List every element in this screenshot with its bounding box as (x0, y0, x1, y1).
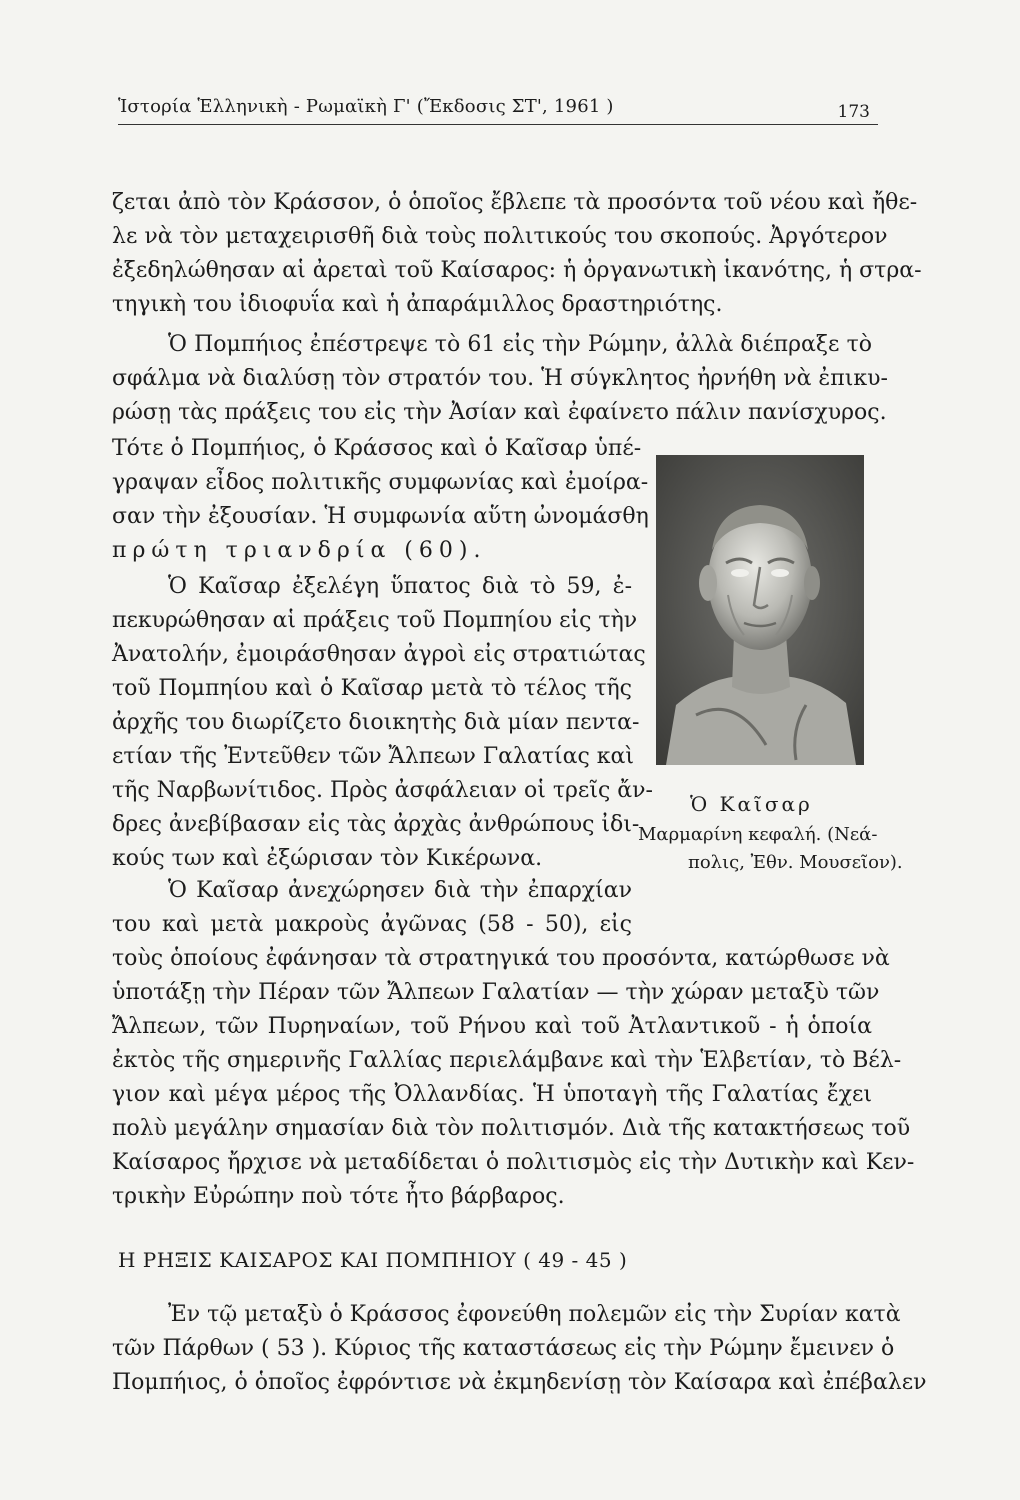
text-line: γραψαν εἶδος πολιτικῆς συμφωνίας καὶ ἐμοίρα- (112, 470, 649, 495)
text-line: σφάλμα νὰ διαλύσῃ τὸν στρατόν του. Ἡ σύγκλητος ἠρνήθη νὰ ἐπικυ- (112, 366, 888, 391)
text-line: του καὶ μετὰ μακροὺς ἀγῶνας (58 - 50), εἰς (112, 912, 632, 937)
text-line: Ἄλπεων, τῶν Πυρηναίων, τοῦ Ρήνου καὶ τοῦ Ἀτλαντικοῦ - ἡ ὁποία (112, 1014, 872, 1039)
header-title: Ἱστορία Ἑλληνικὴ - Ρωμαϊκὴ Γ' (Ἔκδοσις ΣΤ', 1961 ) (118, 96, 614, 117)
text-line: Τότε ὁ Πομπήιος, ὁ Κράσσος καὶ ὁ Καῖσαρ ὑπέ- (112, 436, 642, 461)
figure-caption-title: Ὁ Καῖσαρ (690, 792, 813, 816)
bust-illustration (656, 455, 864, 765)
text-line: γιον καὶ μέγα μέρος τῆς Ὀλλανδίας. Ἡ ὑποταγὴ τῆς Γαλατίας ἔχει (112, 1082, 872, 1107)
text-line: τηγικὴ του ἰδιοφυΐα καὶ ἡ ἀπαράμιλλος δραστηριότης. (112, 292, 723, 317)
text-line: Καίσαρος ἤρχισε νὰ μεταδίδεται ὁ πολιτισμὸς εἰς τὴν Δυτικὴν καὶ Κεν- (112, 1150, 915, 1175)
caesar-portrait-image (656, 455, 864, 765)
text-line: τῆς Ναρβωνίτιδος. Πρὸς ἀσφάλειαν οἱ τρεῖς ἄν- (112, 778, 653, 803)
text-line: σαν τὴν ἐξουσίαν. Ἡ συμφωνία αὕτη ὠνομάσθη (112, 504, 649, 529)
text-line: Ὁ Καῖσαρ ἀνεχώρησεν διὰ τὴν ἐπαρχίαν (168, 878, 632, 903)
text-line: δρες ἀνεβίβασαν εἰς τὰς ἀρχὰς ἀνθρώπους ἰδι- (112, 812, 640, 837)
section-heading: Η ΡΗΞΙΣ ΚΑΙΣΑΡΟΣ ΚΑΙ ΠΟΜΠΗΙΟΥ ( 49 - 45 ) (118, 1248, 628, 1272)
figure-caption-line: πολις, Ἐθν. Μουσεῖον). (688, 852, 903, 873)
page-number: 173 (837, 102, 870, 122)
text-line: ἐξεδηλώθησαν αἱ ἀρεταὶ τοῦ Καίσαρος: ἡ ὀργανωτικὴ ἱκανότης, ἡ στρα- (112, 258, 922, 283)
figure-caption-line: Μαρμαρίνη κεφαλή. (Νεά- (638, 824, 878, 845)
text-line: ὑποτάξῃ τὴν Πέραν τῶν Ἄλπεων Γαλατίαν — τὴν χώραν μεταξὺ τῶν (112, 980, 880, 1005)
text-line: ἐκτὸς τῆς σημερινῆς Γαλλίας περιελάμβανε καὶ τὴν Ἑλβετίαν, τὸ Βέλ- (112, 1048, 902, 1073)
text-line: τῶν Πάρθων ( 53 ). Κύριος τῆς καταστάσεως εἰς τὴν Ρώμην ἔμεινεν ὁ (112, 1336, 895, 1361)
text-line: πολὺ μεγάλην σημασίαν διὰ τὸν πολιτισμόν. Διὰ τῆς κατακτήσεως τοῦ (112, 1116, 911, 1141)
text-line: ρώσῃ τὰς πράξεις του εἰς τὴν Ἀσίαν καὶ ἐφαίνετο πάλιν πανίσχυρος. (112, 400, 887, 425)
text-line: πεκυρώθησαν αἱ πράξεις τοῦ Πομπηίου εἰς τὴν (112, 608, 638, 633)
text-line: Ἀνατολήν, ἐμοιράσθησαν ἀγροὶ εἰς στρατιώτας (112, 642, 646, 667)
text-line: ετίαν τῆς Ἐντεῦθεν τῶν Ἄλπεων Γαλατίας καὶ (112, 744, 635, 769)
text-line: Πομπήιος, ὁ ὁποῖος ἐφρόντισε νὰ ἐκμηδενίσῃ τὸν Καίσαρα καὶ ἐπέβαλεν (112, 1370, 927, 1395)
text-line: ἀρχῆς του διωρίζετο διοικητὴς διὰ μίαν πεντα- (112, 710, 640, 735)
text-line: Ὁ Πομπήιος ἐπέστρεψε τὸ 61 εἰς τὴν Ρώμην, ἀλλὰ διέπραξε τὸ (168, 332, 872, 357)
text-line: κούς των καὶ ἐξώρισαν τὸν Κικέρωνα. (112, 846, 543, 871)
text-line: πρώτη τριανδρία (60). (112, 538, 487, 563)
text-line: τοῦ Πομπηίου καὶ ὁ Καῖσαρ μετὰ τὸ τέλος τῆς (112, 676, 632, 701)
text-line: Ὁ Καῖσαρ ἐξελέγη ὕπατος διὰ τὸ 59, ἐ- (168, 574, 632, 599)
text-line: τοὺς ὁποίους ἐφάνησαν τὰ στρατηγικά του προσόντα, κατώρθωσε νὰ (112, 946, 890, 971)
text-line: τρικὴν Εὐρώπην ποὺ τότε ἦτο βάρβαρος. (112, 1184, 565, 1209)
text-line: Ἐν τῷ μεταξὺ ὁ Κράσσος ἐφονεύθη πολεμῶν εἰς τὴν Συρίαν κατὰ (168, 1302, 901, 1327)
running-header (118, 92, 878, 125)
text-line: ζεται ἀπὸ τὸν Κράσσον, ὁ ὁποῖος ἔβλεπε τὰ προσόντα τοῦ νέου καὶ ἤθε- (112, 190, 918, 215)
text-line: λε νὰ τὸν μεταχειρισθῆ διὰ τοὺς πολιτικούς του σκοπούς. Ἀργότερον (112, 224, 888, 249)
